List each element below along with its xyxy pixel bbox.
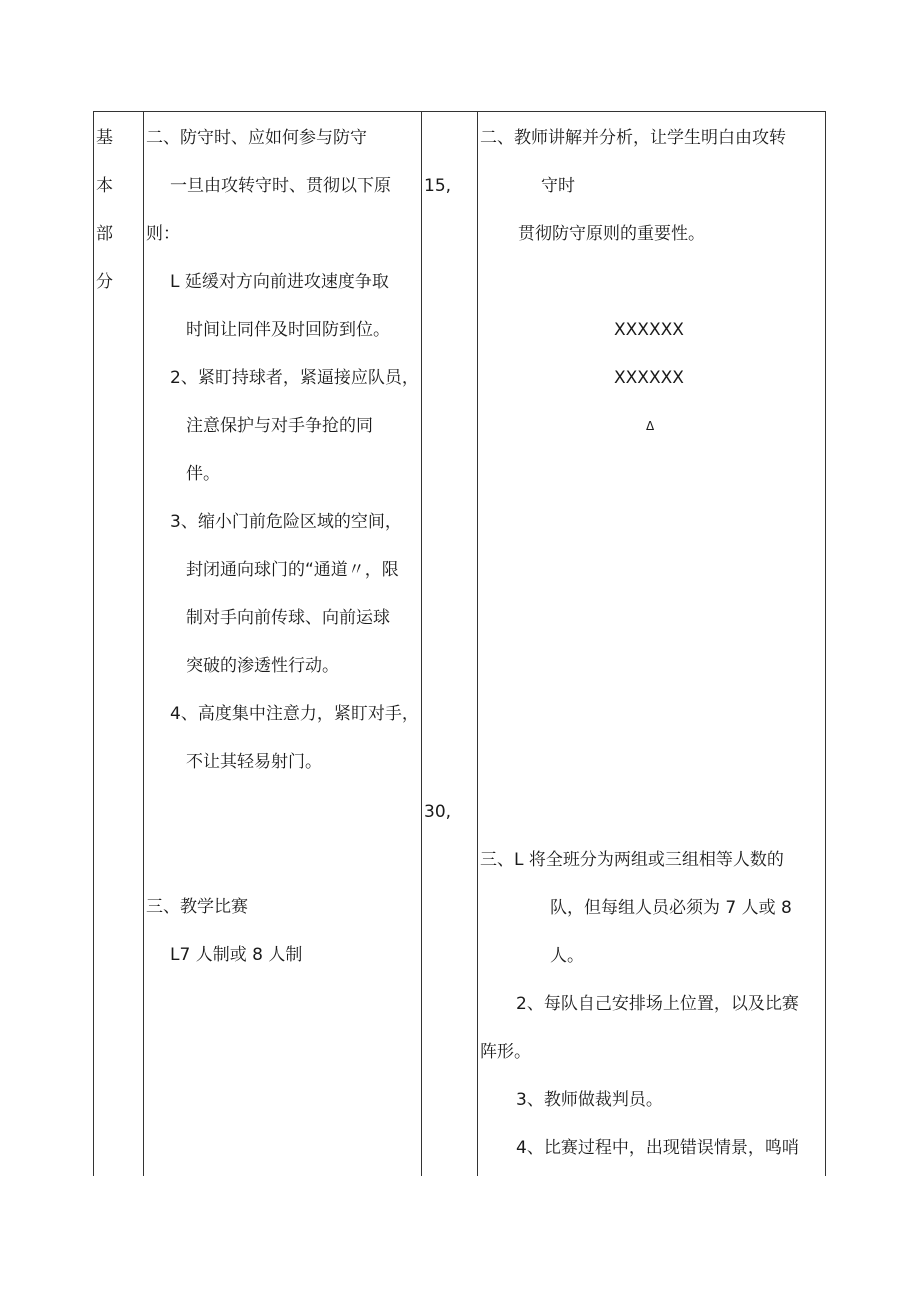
content-line: 一旦由攻转守时、贯彻以下原 bbox=[170, 176, 391, 196]
table-left-border bbox=[93, 111, 94, 1176]
content-heading-2: 二、防守时、应如何参与防守 bbox=[146, 128, 367, 148]
method-line: 4、比赛过程中，出现错误情景，鸣哨 bbox=[516, 1138, 799, 1158]
content-line: 伴。 bbox=[186, 464, 220, 484]
method-line: 人。 bbox=[550, 946, 584, 966]
method-line: 二、教师讲解并分析，让学生明白由攻转 bbox=[480, 128, 786, 148]
method-line: 贯彻防守原则的重要性。 bbox=[518, 224, 705, 244]
section-label-char: 本 bbox=[96, 176, 113, 196]
section-label-char: 分 bbox=[96, 272, 113, 292]
table-right-border bbox=[825, 111, 826, 1176]
formation-row: XXXXXX bbox=[614, 320, 684, 340]
triangle-marker-icon: Δ bbox=[646, 419, 655, 433]
method-line: 2、每队自己安排场上位置，以及比赛 bbox=[516, 994, 799, 1014]
content-line: 注意保护与对手争抢的同 bbox=[186, 416, 373, 436]
content-line: 封闭通向球门的“通道〃，限 bbox=[186, 560, 399, 580]
column-divider-2 bbox=[421, 111, 422, 1176]
method-line: 3、教师做裁判员。 bbox=[516, 1090, 663, 1110]
time-value: 15, bbox=[424, 176, 452, 196]
method-line: 三、L 将全班分为两组或三组相等人数的 bbox=[480, 850, 784, 870]
content-heading-3: 三、教学比赛 bbox=[146, 897, 248, 917]
column-divider-3 bbox=[477, 111, 478, 1176]
method-line: 队，但每组人员必须为 7 人或 8 bbox=[550, 898, 792, 918]
content-line: L7 人制或 8 人制 bbox=[170, 945, 303, 965]
content-line: 则： bbox=[146, 224, 180, 244]
method-line: 阵形。 bbox=[480, 1042, 531, 1062]
content-line: 突破的渗透性行动。 bbox=[186, 656, 339, 676]
section-label-char: 部 bbox=[96, 224, 113, 244]
content-line: 3、缩小门前危险区域的空间， bbox=[170, 512, 402, 532]
content-line: 制对手向前传球、向前运球 bbox=[186, 608, 390, 628]
time-value: 30, bbox=[424, 802, 452, 822]
content-line: 时间让同伴及时回防到位。 bbox=[186, 320, 390, 340]
section-label-char: 基 bbox=[96, 128, 113, 148]
column-divider-1 bbox=[143, 111, 144, 1176]
content-line: L 延缓对方向前进攻速度争取 bbox=[170, 272, 389, 292]
table-top-border bbox=[93, 111, 826, 112]
content-line: 不让其轻易射门。 bbox=[186, 752, 322, 772]
formation-row: XXXXXX bbox=[614, 368, 684, 388]
content-line: 2、紧盯持球者，紧逼接应队员， bbox=[170, 368, 419, 388]
method-line: 守时 bbox=[541, 176, 575, 196]
content-line: 4、高度集中注意力，紧盯对手， bbox=[170, 704, 419, 724]
